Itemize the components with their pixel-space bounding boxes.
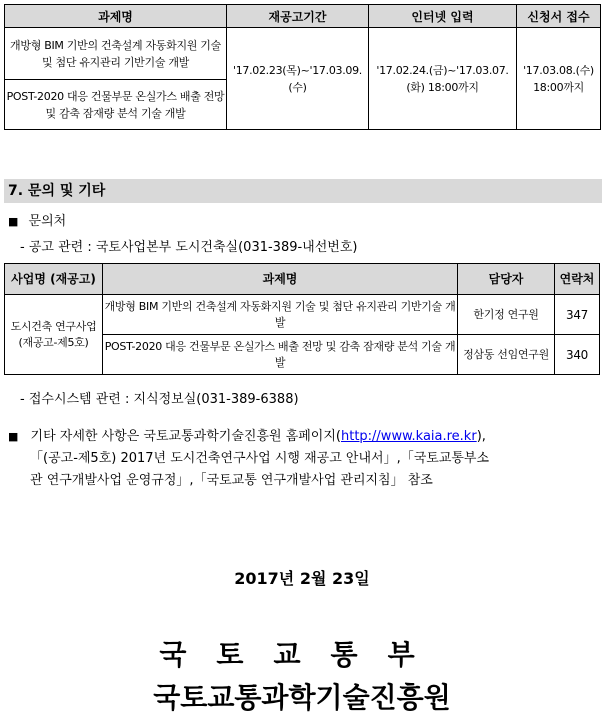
header-period: 재공고기간	[227, 5, 369, 28]
etc-line-3: 관 연구개발사업 운영규정」,「국토교통 연구개발사업 관리지침」 참조	[30, 473, 433, 488]
table-row	[5, 28, 601, 80]
etc-line-1	[8, 426, 602, 448]
header-internet-input: 인터넷 입력	[369, 5, 517, 28]
notice-date: 2017년 2월 23일	[234, 569, 370, 588]
header-program: 사업명 (재공고)	[5, 264, 103, 295]
header-phone: 연락처	[555, 264, 600, 295]
application-cell: '17.03.08.(수) 18:00까지	[517, 28, 601, 130]
inquiry-label: 문의처	[28, 214, 67, 229]
task-cell: POST-2020 대응 건물부문 온실가스 배출 전망 및 감축 잠재량 분석 기술 개발	[103, 335, 458, 375]
task-cell: POST-2020 대응 건물부문 온실가스 배출 전망 및 감축 잠재량 분석 기술 개발	[5, 80, 227, 130]
etc-line-2: 「(공고-제5호) 2017년 도시건축연구사업 시행 재공고 안내서」,「국토교통부소	[30, 451, 490, 466]
manager-cell: 정삼동 선임연구원	[458, 335, 555, 375]
internet-input-cell: '17.02.24.(금)~'17.03.07.(화) 18:00까지	[369, 28, 517, 130]
header-application: 신청서 접수	[517, 5, 601, 28]
manager-cell: 한기정 연구원	[458, 295, 555, 335]
etc-text: ),	[476, 429, 486, 444]
square-bullet-icon: ■	[8, 215, 19, 228]
agency-name: 국토교통과학기술진흥원	[153, 681, 451, 714]
notice-contact-line: - 공고 관련 : 국토사업본부 도시건축실(031-389-내선번호)	[20, 240, 358, 255]
section-heading: 7. 문의 및 기타	[4, 179, 602, 203]
task-cell: 개방형 BIM 기반의 건축설계 자동화지원 기술 및 첨단 유지관리 기반기술 개발	[103, 295, 458, 335]
square-bullet-icon: ■	[8, 430, 19, 443]
program-cell: 도시건축 연구사업 (재공고-제5호)	[5, 295, 103, 375]
contact-header-row	[5, 264, 600, 295]
contact-table	[4, 263, 600, 375]
table-row	[5, 295, 600, 335]
phone-cell: 347	[555, 295, 600, 335]
system-contact-line: - 접수시스템 관련 : 지식정보실(031-389-6388)	[20, 392, 299, 407]
ministry-name: 국토교통부	[159, 638, 445, 671]
schedule-table	[4, 4, 601, 130]
header-task: 과제명	[103, 264, 458, 295]
task-cell: 개방형 BIM 기반의 건축설계 자동화지원 기술 및 첨단 유지관리 기반기술 개발	[5, 28, 227, 80]
phone-cell: 340	[555, 335, 600, 375]
homepage-link[interactable]: http://www.kaia.re.kr	[340, 429, 477, 444]
schedule-header-row	[5, 5, 601, 28]
etc-paragraph	[8, 426, 602, 492]
period-cell: '17.02.23(목)~'17.03.09.(수)	[227, 28, 369, 130]
etc-text: 기타 자세한 사항은 국토교통과학기술진흥원 홈페이지(	[30, 429, 341, 444]
header-task: 과제명	[5, 5, 227, 28]
inquiry-line	[8, 210, 66, 229]
header-manager: 담당자	[458, 264, 555, 295]
